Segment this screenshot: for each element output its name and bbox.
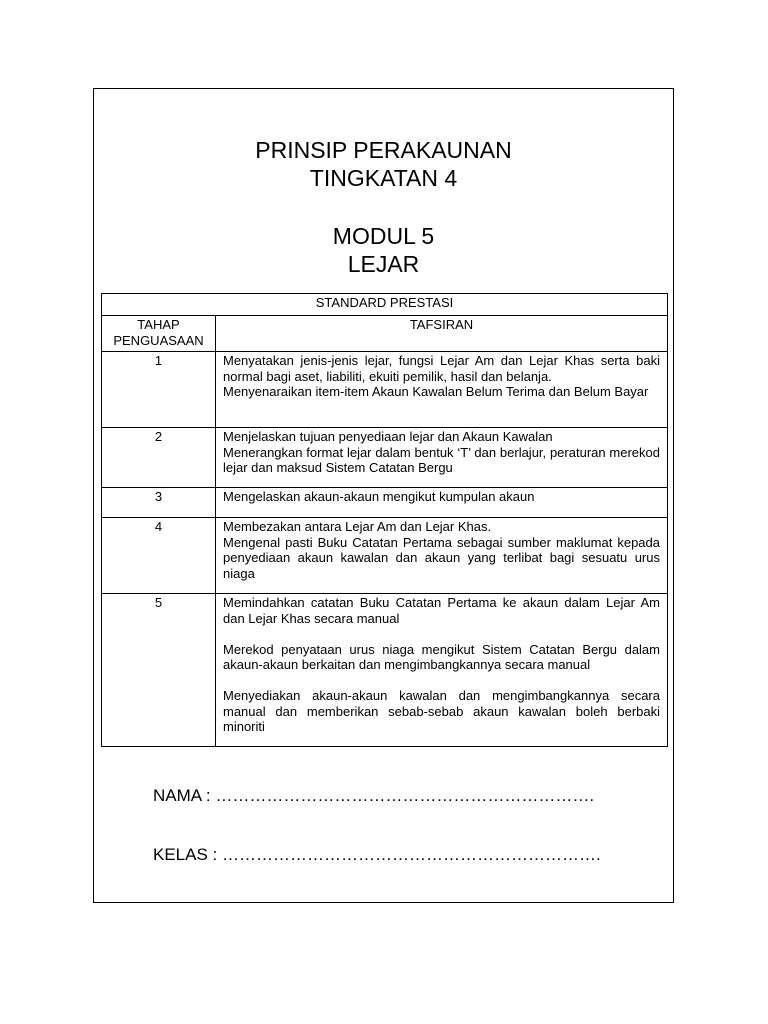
page-frame bbox=[93, 88, 674, 903]
description-line: Menyenaraikan item-item Akaun Kawalan Belum Terima dan Belum Bayar bbox=[223, 384, 649, 399]
description-cell bbox=[216, 428, 668, 488]
description-line: Merekod penyataan urus niaga mengikut Sistem Catatan Bergu dalam akaun-akaun berkaitan dan mengimbangkannya secara manual bbox=[223, 641, 660, 672]
description-cell bbox=[216, 518, 668, 594]
description-cell bbox=[216, 594, 668, 747]
standard-table bbox=[101, 293, 668, 747]
table-row bbox=[102, 488, 668, 518]
table-row bbox=[102, 518, 668, 594]
level-cell: 2 bbox=[102, 428, 216, 488]
description-line: Membezakan antara Lejar Am dan Lejar Khas. bbox=[223, 519, 492, 534]
header-interpretation: TAFSIRAN bbox=[216, 316, 668, 352]
level-cell: 4 bbox=[102, 518, 216, 594]
table-caption: STANDARD PRESTASI bbox=[102, 294, 668, 316]
level-cell: 5 bbox=[102, 594, 216, 747]
module-title: MODUL 5 bbox=[332, 223, 435, 249]
description-line: Menyediakan akaun-akaun kawalan dan mengimbangkannya secara manual dan memberikan sebab-sebab akaun kawalan boleh berbaki minoriti bbox=[223, 688, 660, 734]
table-row bbox=[102, 352, 668, 428]
description-line: Menjelaskan tujuan penyediaan lejar dan Akaun Kawalan bbox=[223, 429, 553, 444]
description-cell bbox=[216, 488, 668, 518]
description-cell bbox=[216, 352, 668, 428]
topic-title: LEJAR bbox=[347, 251, 420, 277]
subject-title: PRINSIP PERAKAUNAN bbox=[255, 137, 512, 163]
header-level: TAHAP PENGUASAAN bbox=[102, 316, 216, 352]
description-line: Menerangkan format lejar dalam bentuk ‘T’ dan berlajur, peraturan merekod lejar dan maksud Sistem Catatan Bergu bbox=[223, 444, 660, 475]
description-line: Memindahkan catatan Buku Catatan Pertama ke akaun dalam Lejar Am dan Lejar Khas secara manual bbox=[223, 595, 660, 626]
table-row bbox=[102, 594, 668, 747]
form-title: TINGKATAN 4 bbox=[309, 165, 458, 191]
description-line: Mengelaskan akaun-akaun mengikut kumpulan akaun bbox=[223, 489, 535, 504]
table-header-row bbox=[102, 316, 668, 352]
name-field: NAMA : …………………………………………………………. bbox=[153, 786, 595, 805]
level-cell: 1 bbox=[102, 352, 216, 428]
class-field: KELAS : …………………………………………………………. bbox=[153, 845, 601, 864]
table-row bbox=[102, 428, 668, 488]
level-cell: 3 bbox=[102, 488, 216, 518]
description-line: Menyatakan jenis-jenis lejar, fungsi Lejar Am dan Lejar Khas serta baki normal bagi aset, liabiliti, ekuiti pemilik, hasil dan belanja. bbox=[223, 353, 660, 384]
description-line: Mengenal pasti Buku Catatan Pertama sebagai sumber maklumat kepada penyediaan akaun kawalan dan akaun yang terlibat bagi sesuatu urus niaga bbox=[223, 534, 660, 581]
table-caption-row bbox=[102, 294, 668, 316]
